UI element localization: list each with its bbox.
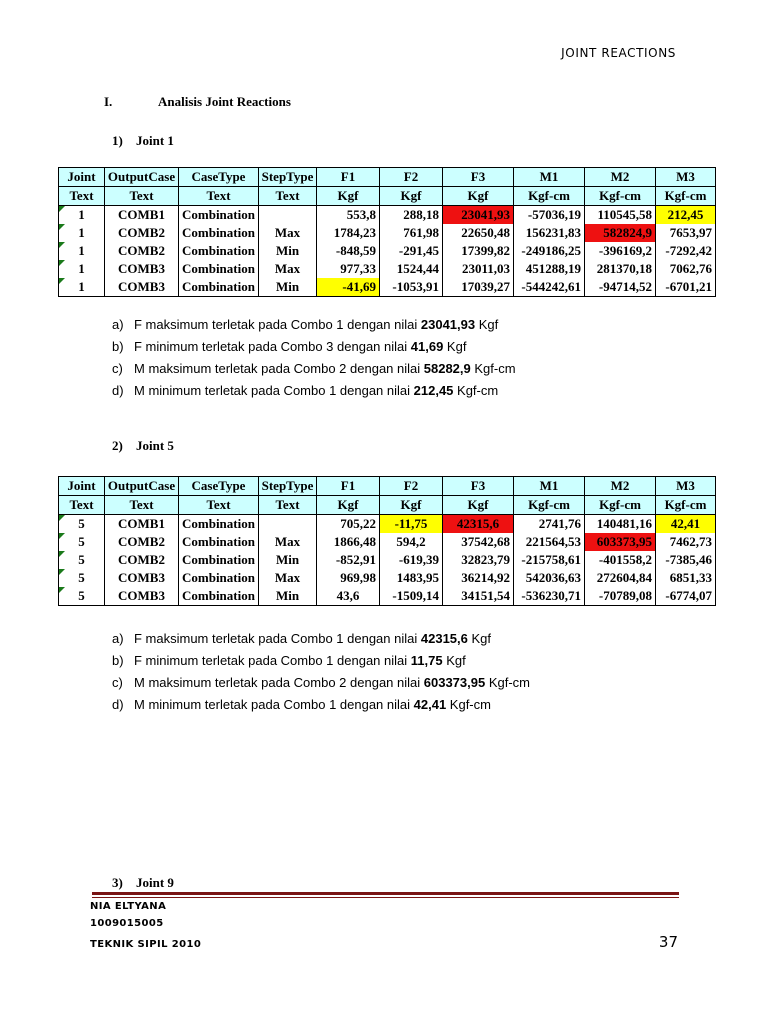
table-row	[59, 515, 716, 534]
cell-f1-min-highlight: -41,69	[317, 278, 380, 297]
cell-m2: -401558,2	[585, 551, 656, 569]
cell-casetype: Combination	[179, 551, 259, 569]
cell-f2: 594,2	[380, 533, 443, 551]
cell-joint: 5	[59, 569, 105, 587]
cell-f3-max-highlight: 23041,93	[443, 206, 514, 225]
cell-steptype	[259, 515, 317, 534]
cell-f2: 1483,95	[380, 569, 443, 587]
cell-f3: 23011,03	[443, 260, 514, 278]
cell-m3-min-highlight: 212,45	[656, 206, 716, 225]
cell-m1: 221564,53	[514, 533, 585, 551]
cell-marker-icon	[59, 278, 65, 284]
table-row	[59, 260, 716, 278]
cell-f2: -619,39	[380, 551, 443, 569]
cell-steptype	[259, 206, 317, 225]
cell-f2: 1524,44	[380, 260, 443, 278]
section-title: Analisis Joint Reactions	[158, 94, 291, 109]
cell-marker-icon	[59, 587, 65, 593]
cell-joint: 1	[59, 206, 105, 225]
cell-joint: 1	[59, 224, 105, 242]
cell-m2-max-highlight: 582824,9	[585, 224, 656, 242]
table-row	[59, 224, 716, 242]
cell-f1: 705,22	[317, 515, 380, 534]
cell-m2-max-highlight: 603373,95	[585, 533, 656, 551]
cell-f1: 43,6	[317, 587, 380, 606]
cell-f2: 288,18	[380, 206, 443, 225]
cell-steptype: Min	[259, 278, 317, 297]
cell-m3: 7462,73	[656, 533, 716, 551]
list-item: b) F minimum terletak pada Combo 3 dengan nilai 41,69 Kgf	[112, 339, 467, 354]
joint-1-label: Joint 1	[136, 133, 174, 148]
unit-header: Kgf-cm	[585, 496, 656, 515]
col-header: F3	[443, 477, 514, 496]
unit-header: Text	[59, 496, 105, 515]
table-row	[59, 533, 716, 551]
cell-m3: 7062,76	[656, 260, 716, 278]
list-item: b) F minimum terletak pada Combo 1 dengan nilai 11,75 Kgf	[112, 653, 466, 668]
col-header: M3	[656, 168, 716, 187]
joint-1-heading	[112, 133, 174, 149]
list-item: c) M maksimum terletak pada Combo 2 dengan nilai 58282,9 Kgf-cm	[112, 361, 516, 376]
section-number: I.	[104, 94, 113, 109]
cell-f3-max-highlight: 42315,6	[443, 515, 514, 534]
cell-m2: 140481,16	[585, 515, 656, 534]
col-header: M1	[514, 168, 585, 187]
cell-m1: 156231,83	[514, 224, 585, 242]
unit-header: Kgf-cm	[514, 496, 585, 515]
unit-header: Text	[179, 496, 259, 515]
cell-joint: 1	[59, 242, 105, 260]
cell-marker-icon	[59, 206, 65, 212]
cell-outputcase: COMB2	[105, 224, 179, 242]
cell-f1: 553,8	[317, 206, 380, 225]
unit-header: Text	[259, 496, 317, 515]
col-header: M1	[514, 477, 585, 496]
cell-f2: 761,98	[380, 224, 443, 242]
col-header: StepType	[259, 168, 317, 187]
cell-m1: 2741,76	[514, 515, 585, 534]
unit-header: Kgf	[317, 187, 380, 206]
cell-joint: 5	[59, 587, 105, 606]
list-item: a) F maksimum terletak pada Combo 1 dengan nilai 23041,93 Kgf	[112, 317, 499, 332]
cell-marker-icon	[59, 551, 65, 557]
joint-9-number: 3)	[112, 875, 123, 890]
unit-header: Text	[59, 187, 105, 206]
cell-casetype: Combination	[179, 224, 259, 242]
page-number: 37	[658, 933, 678, 951]
cell-outputcase: COMB2	[105, 242, 179, 260]
joint-1-units-row	[59, 187, 716, 206]
cell-casetype: Combination	[179, 206, 259, 225]
cell-casetype: Combination	[179, 278, 259, 297]
col-header: F1	[317, 168, 380, 187]
cell-marker-icon	[59, 224, 65, 230]
cell-marker-icon	[59, 515, 65, 521]
cell-steptype: Max	[259, 224, 317, 242]
footer-rule	[92, 892, 679, 895]
cell-m1: -249186,25	[514, 242, 585, 260]
joint-9-heading	[112, 875, 174, 891]
cell-f3: 32823,79	[443, 551, 514, 569]
unit-header: Text	[105, 187, 179, 206]
unit-header: Kgf	[380, 496, 443, 515]
cell-f2: -1053,91	[380, 278, 443, 297]
unit-header: Kgf-cm	[656, 496, 716, 515]
cell-outputcase: COMB1	[105, 515, 179, 534]
cell-casetype: Combination	[179, 587, 259, 606]
cell-m3: 6851,33	[656, 569, 716, 587]
col-header: M2	[585, 168, 656, 187]
joint-9-label: Joint 9	[136, 875, 174, 890]
list-item: d) M minimum terletak pada Combo 1 dengan nilai 212,45 Kgf-cm	[112, 383, 499, 398]
cell-steptype: Min	[259, 242, 317, 260]
cell-casetype: Combination	[179, 569, 259, 587]
cell-m3: -7385,46	[656, 551, 716, 569]
table-row	[59, 569, 716, 587]
section-heading	[104, 94, 291, 110]
joint-5-table	[58, 476, 716, 606]
cell-casetype: Combination	[179, 242, 259, 260]
unit-header: Text	[179, 187, 259, 206]
list-item: c) M maksimum terletak pada Combo 2 dengan nilai 603373,95 Kgf-cm	[112, 675, 531, 690]
col-header: F2	[380, 477, 443, 496]
cell-m2: -396169,2	[585, 242, 656, 260]
unit-header: Text	[105, 496, 179, 515]
cell-m2: 272604,84	[585, 569, 656, 587]
cell-m1: -57036,19	[514, 206, 585, 225]
cell-casetype: Combination	[179, 260, 259, 278]
cell-m1: -215758,61	[514, 551, 585, 569]
footer-department: TEKNIK SIPIL 2010	[90, 939, 202, 950]
cell-f3: 36214,92	[443, 569, 514, 587]
cell-f1: 1784,23	[317, 224, 380, 242]
cell-outputcase: COMB3	[105, 587, 179, 606]
cell-m3: 7653,97	[656, 224, 716, 242]
col-header: CaseType	[179, 477, 259, 496]
joint-5-notes	[112, 628, 530, 716]
cell-marker-icon	[59, 533, 65, 539]
cell-outputcase: COMB1	[105, 206, 179, 225]
cell-f3: 34151,54	[443, 587, 514, 606]
cell-outputcase: COMB3	[105, 278, 179, 297]
col-header: M3	[656, 477, 716, 496]
joint-5-header-row	[59, 477, 716, 496]
joint-5-label: Joint 5	[136, 438, 174, 453]
cell-steptype: Min	[259, 551, 317, 569]
cell-marker-icon	[59, 260, 65, 266]
cell-steptype: Max	[259, 533, 317, 551]
col-header: OutputCase	[105, 477, 179, 496]
col-header: OutputCase	[105, 168, 179, 187]
cell-steptype: Min	[259, 587, 317, 606]
cell-f1: -852,91	[317, 551, 380, 569]
joint-1-header-row	[59, 168, 716, 187]
unit-header: Kgf	[443, 496, 514, 515]
cell-outputcase: COMB3	[105, 569, 179, 587]
cell-m1: -544242,61	[514, 278, 585, 297]
col-header: F1	[317, 477, 380, 496]
footer-rule-thin	[92, 897, 679, 898]
joint-1-table	[58, 167, 716, 297]
table-row	[59, 587, 716, 606]
col-header: Joint	[59, 168, 105, 187]
cell-f2: -291,45	[380, 242, 443, 260]
cell-f3: 22650,48	[443, 224, 514, 242]
cell-casetype: Combination	[179, 533, 259, 551]
unit-header: Kgf-cm	[514, 187, 585, 206]
cell-m2: -70789,08	[585, 587, 656, 606]
footer-student-id: 1009015005	[90, 918, 164, 929]
cell-m3-min-highlight: 42,41	[656, 515, 716, 534]
unit-header: Text	[259, 187, 317, 206]
cell-casetype: Combination	[179, 515, 259, 534]
table-row	[59, 551, 716, 569]
cell-m1: 542036,63	[514, 569, 585, 587]
cell-joint: 5	[59, 551, 105, 569]
cell-m2: -94714,52	[585, 278, 656, 297]
cell-m2: 110545,58	[585, 206, 656, 225]
col-header: CaseType	[179, 168, 259, 187]
cell-outputcase: COMB2	[105, 533, 179, 551]
cell-f2-min-highlight: -11,75	[380, 515, 443, 534]
cell-joint: 1	[59, 278, 105, 297]
joint-5-heading	[112, 438, 174, 454]
cell-outputcase: COMB2	[105, 551, 179, 569]
cell-m3: -6774,07	[656, 587, 716, 606]
cell-f2: -1509,14	[380, 587, 443, 606]
cell-f1: 977,33	[317, 260, 380, 278]
list-item: d) M minimum terletak pada Combo 1 dengan nilai 42,41 Kgf-cm	[112, 697, 491, 712]
joint-5-units-row	[59, 496, 716, 515]
cell-m3: -7292,42	[656, 242, 716, 260]
cell-joint: 1	[59, 260, 105, 278]
cell-f1: 1866,48	[317, 533, 380, 551]
unit-header: Kgf	[443, 187, 514, 206]
cell-outputcase: COMB3	[105, 260, 179, 278]
joint-5-number: 2)	[112, 438, 123, 453]
col-header: StepType	[259, 477, 317, 496]
cell-joint: 5	[59, 533, 105, 551]
cell-f3: 17399,82	[443, 242, 514, 260]
cell-f1: -848,59	[317, 242, 380, 260]
cell-m1: -536230,71	[514, 587, 585, 606]
cell-m3: -6701,21	[656, 278, 716, 297]
col-header: M2	[585, 477, 656, 496]
joint-1-number: 1)	[112, 133, 123, 148]
running-header: JOINT REACTIONS	[561, 46, 676, 60]
cell-m1: 451288,19	[514, 260, 585, 278]
unit-header: Kgf	[380, 187, 443, 206]
list-item: a) F maksimum terletak pada Combo 1 dengan nilai 42315,6 Kgf	[112, 631, 491, 646]
table-row	[59, 206, 716, 225]
cell-marker-icon	[59, 242, 65, 248]
cell-m2: 281370,18	[585, 260, 656, 278]
cell-steptype: Max	[259, 260, 317, 278]
cell-f3: 17039,27	[443, 278, 514, 297]
col-header: F2	[380, 168, 443, 187]
col-header: F3	[443, 168, 514, 187]
cell-f3: 37542,68	[443, 533, 514, 551]
cell-marker-icon	[59, 569, 65, 575]
unit-header: Kgf-cm	[656, 187, 716, 206]
col-header: Joint	[59, 477, 105, 496]
cell-steptype: Max	[259, 569, 317, 587]
unit-header: Kgf	[317, 496, 380, 515]
unit-header: Kgf-cm	[585, 187, 656, 206]
table-row	[59, 278, 716, 297]
cell-joint: 5	[59, 515, 105, 534]
footer-author-name: NIA ELTYANA	[90, 901, 167, 912]
joint-1-notes	[112, 314, 516, 402]
cell-f1: 969,98	[317, 569, 380, 587]
table-row	[59, 242, 716, 260]
